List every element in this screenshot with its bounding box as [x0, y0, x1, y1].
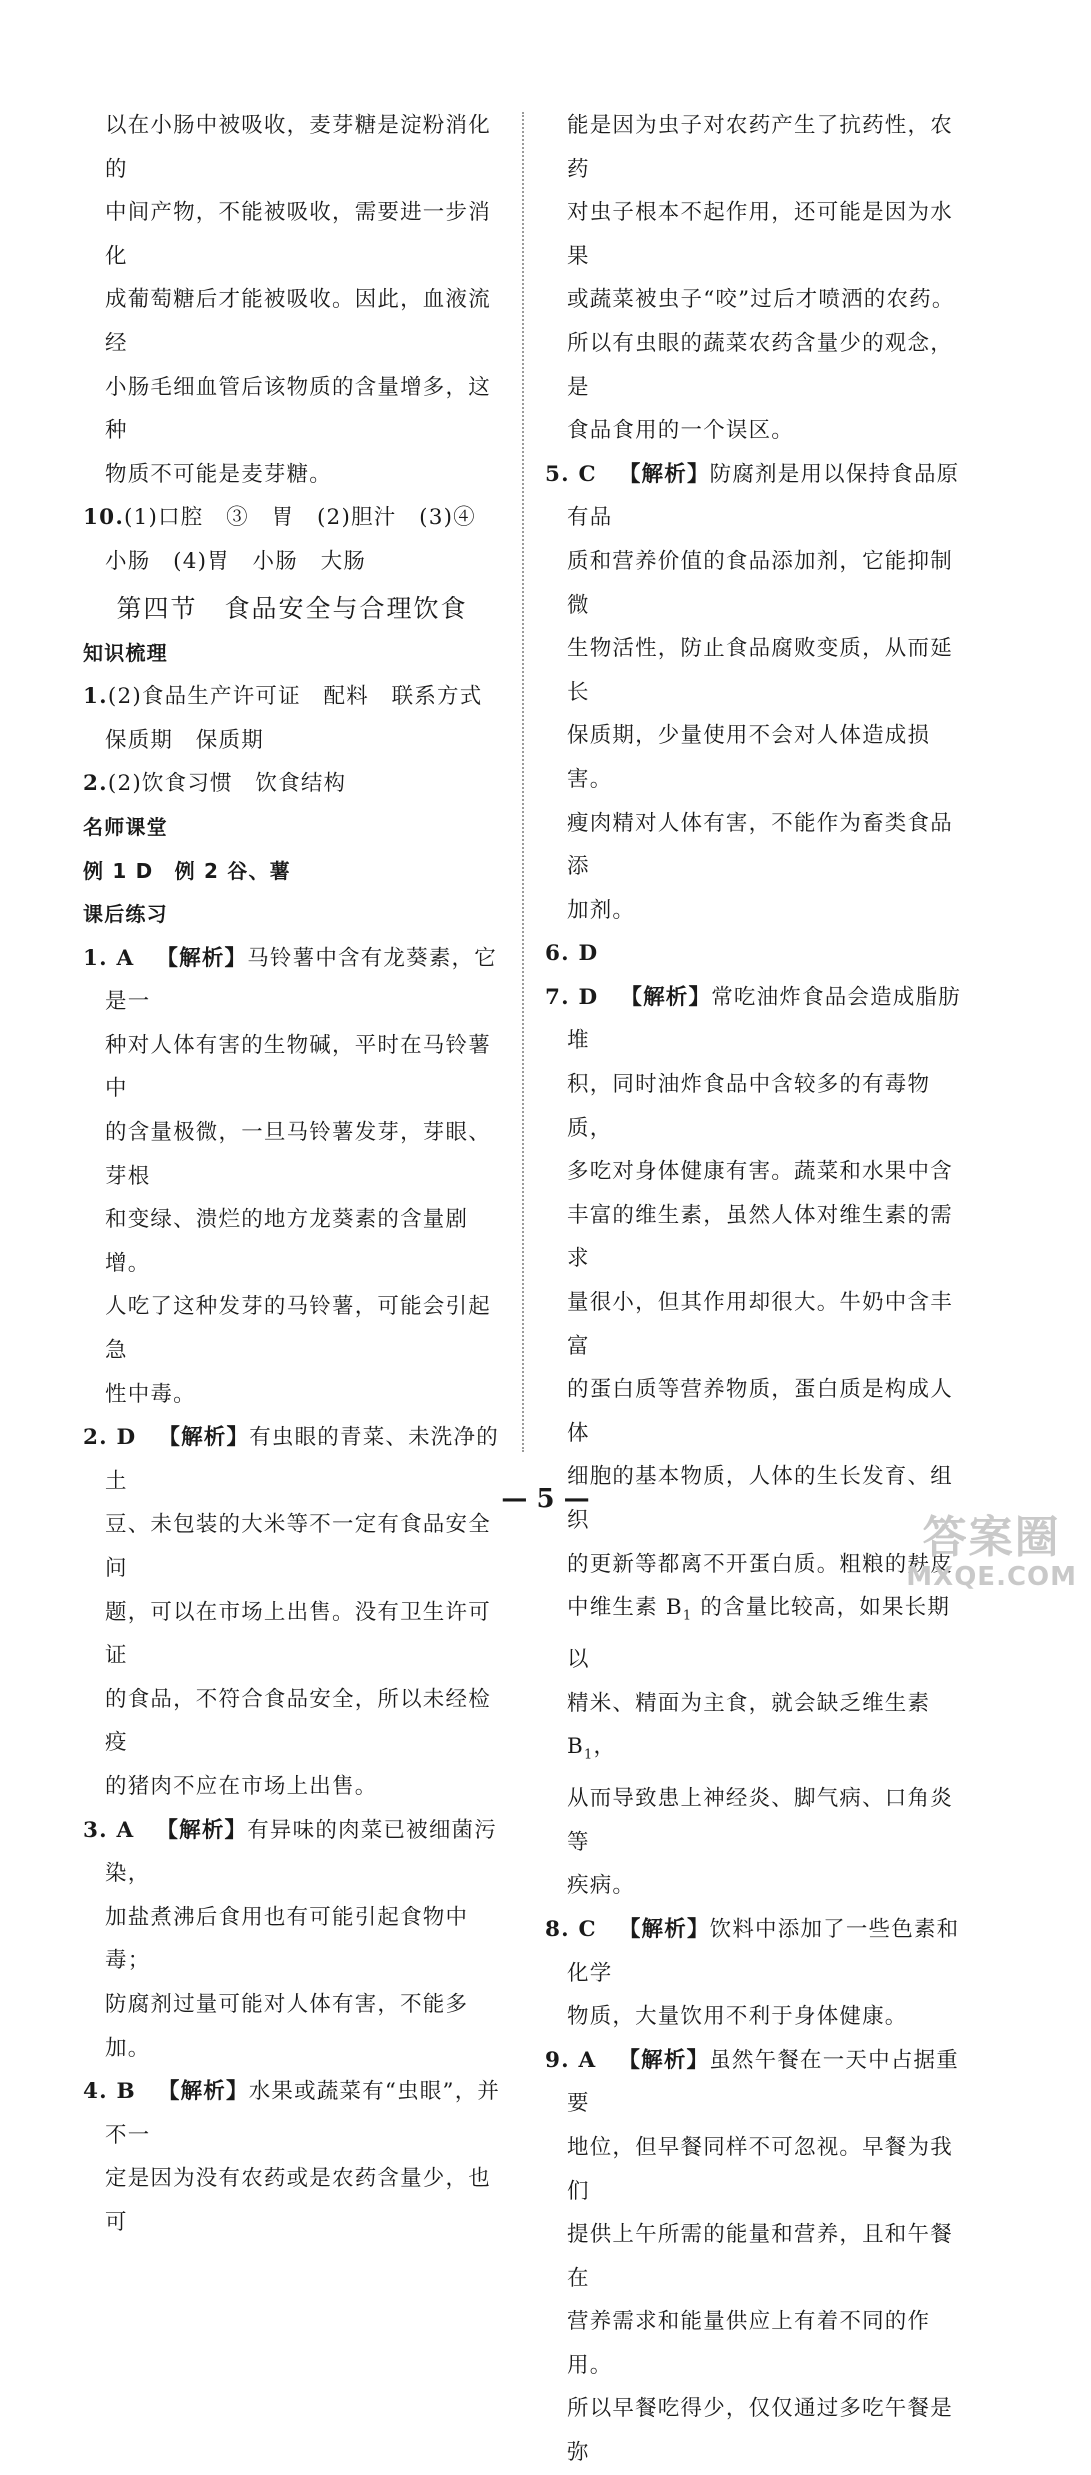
knowledge-1: 1.(2)食品生产许可证 配料 联系方式: [83, 684, 483, 710]
answer-number: 5. C: [545, 461, 597, 487]
text-line: 加剂。: [567, 897, 636, 923]
text-line: 营养需求和能量供应上有着不同的作用。: [567, 2309, 931, 2378]
practice-5: [545, 453, 963, 933]
practice-1: [83, 937, 501, 1417]
text-line: 豆、未包装的大米等不一定有食品安全问: [105, 1512, 491, 1581]
analysis-tag: 【解析】: [156, 1817, 248, 1843]
answer-number: 4. B: [83, 2079, 136, 2105]
left-column: [83, 104, 501, 2245]
text-line: 加盐煮沸后食用也有可能引起食物中毒；: [105, 1904, 469, 1974]
analysis-tag: 【解析】: [618, 1916, 710, 1942]
answer-10: 10.(1)口腔 ③ 胃 (2)胆汁 (3)④: [83, 505, 476, 531]
text-line: 或蔬菜被虫子“咬”过后才喷洒的农药。: [567, 287, 955, 313]
practice-2: [83, 1416, 501, 1808]
practice-7: 7. D 【解析】常吃油炸食品会造成脂肪堆 积，同时油炸食品中含较多的有毒物质， 多吃对身体健康有害。蔬菜和水果中含 丰富的维生素，虽然人体对维生素的需求 量很小，但其作用却很大。牛奶中含丰富 的蛋白质等营养物质，蛋白质是构成人体 细胞的基本物质，人体的生长发育、组织 的更新等都离不开蛋白质。粗粮的麸皮 中维生素 $B_1$ 的含量比较高，如果长期以 精米、精面为主食，就会缺乏维生素 $B_1$， 从而导致患上神经炎、脚气病、口角炎等 疾病。: [545, 976, 963, 1908]
text-line: 质和营养价值的食品添加剂，它能抑制微: [567, 548, 953, 618]
continued-answer-4: [545, 104, 963, 453]
text-line: 的食品，不符合食品安全，所以未经检疫: [105, 1686, 491, 1756]
analysis-tag: 【解析】: [158, 1425, 250, 1451]
answer-number: 3. A: [83, 1817, 135, 1843]
text-line: 性中毒。: [105, 1381, 196, 1407]
text-line: 小肠毛细血管后该物质的含量增多，这种: [105, 374, 491, 444]
text-line: 所以有虫眼的蔬菜农药含量少的观念，是: [567, 330, 953, 400]
text-line: 定是因为没有农药或是农药含量少，也可: [105, 2166, 491, 2235]
text-line: 对虫子根本不起作用，还可能是因为水果: [567, 200, 953, 269]
knowledge-2: 2.(2)饮食习惯 饮食结构: [83, 771, 347, 797]
practice-3: [83, 1809, 501, 2071]
watermark-logo: [906, 1514, 1077, 1592]
text-line: 以在小肠中被吸收，麦芽糖是淀粉消化的: [105, 113, 491, 182]
answer-number: 2. D: [83, 1425, 137, 1451]
text-line: 提供上午所需的能量和营养，且和午餐在: [567, 2222, 953, 2291]
text-line: 所以早餐吃得少，仅仅通过多吃午餐是弥: [567, 2396, 953, 2466]
practice-4: [83, 2070, 501, 2244]
text-line: 和变绿、溃烂的地方龙葵素的含量剧增。: [105, 1207, 469, 1276]
right-column: [545, 104, 963, 2475]
text-line: 物质不可能是麦芽糖。: [105, 461, 333, 487]
text-line: 能是因为虫子对农药产生了抗药性，农药: [567, 113, 953, 182]
text-line: 马铃薯中含有龙葵素，它是一: [105, 945, 497, 1015]
text-line: 生物活性，防止食品腐败变质，从而延长: [567, 636, 953, 705]
text-line: 成葡萄糖后才能被吸收。因此，血液流经: [105, 287, 491, 356]
analysis-tag: 【解析】: [618, 2047, 710, 2073]
text-line: 防腐剂是用以保持食品原有品: [567, 461, 960, 531]
text-line: 题，可以在市场上出售。没有卫生许可证: [105, 1599, 491, 1669]
heading-knowledge: 知识梳理: [83, 640, 168, 665]
vitamin-b1-line2: 精米、精面为主食，就会缺乏维生素 $B_1$，: [567, 1690, 931, 1763]
text-line: 地位，但早餐同样不可忽视。早餐为我们: [567, 2134, 953, 2204]
vitamin-b1-line1: 中维生素 $B_1$ 的含量比较高，如果长期以: [567, 1595, 951, 1673]
section-title: 第四节 食品安全与合理饮食: [116, 593, 468, 623]
text-line: 量很小，但其作用却很大。牛奶中含丰富: [567, 1290, 953, 1359]
answer-10-line2: 小肠 (4)胃 小肠 大肠: [105, 548, 367, 574]
answer-number: 9. A: [545, 2047, 597, 2073]
analysis-tag: 【解析】: [618, 461, 710, 487]
text-line: 种对人体有害的生物碱，平时在马铃薯中: [105, 1032, 491, 1102]
analysis-tag: 【解析】: [157, 2079, 249, 2105]
practice-6: 6. D: [545, 941, 599, 967]
text-line: 有异味的肉菜已被细菌污染，: [105, 1817, 497, 1887]
text-line: 食品食用的一个误区。: [567, 418, 795, 444]
text-line: 饮料中添加了一些色素和化学: [567, 1916, 960, 1986]
text-line: 疾病。: [567, 1873, 636, 1899]
watermark-url: MXQE.COM: [906, 1562, 1077, 1592]
text-line: 的含量极微，一旦马铃薯发芽，芽眼、芽根: [105, 1120, 491, 1189]
heading-practice: 课后练习: [83, 902, 168, 927]
text-line: 从而导致患上神经炎、脚气病、口角炎等: [567, 1786, 953, 1855]
text-line: 的更新等都离不开蛋白质。粗粮的麸皮: [567, 1551, 953, 1577]
practice-9: [545, 2039, 963, 2475]
column-divider: [522, 112, 524, 1452]
text-line: 防腐剂过量可能对人体有害，不能多加。: [105, 1991, 469, 2061]
page-number: — 5 —: [501, 1484, 590, 1514]
text-line: 保质期，少量使用不会对人体造成损害。: [567, 723, 931, 792]
continued-answer-q9: [83, 104, 501, 496]
examples-answers: 例 1 D 例 2 谷、薯: [83, 858, 291, 883]
analysis-tag: 【解析】: [156, 945, 248, 971]
text-line: 虽然午餐在一天中占据重要: [567, 2047, 959, 2117]
answer-number: 10.: [83, 505, 125, 531]
text-line: 细胞的基本物质，人体的生长发育、组织: [567, 1464, 953, 1533]
text-line: 丰富的维生素，虽然人体对维生素的需求: [567, 1202, 953, 1272]
text-line: 人吃了这种发芽的马铃薯，可能会引起急: [105, 1294, 491, 1364]
text-line: 多吃对身体健康有害。蔬菜和水果中含: [567, 1159, 953, 1185]
text-line: 的蛋白质等营养物质，蛋白质是构成人体: [567, 1377, 953, 1446]
practice-8: [545, 1908, 963, 2039]
text-line: 中间产物，不能被吸收，需要进一步消化: [105, 200, 491, 269]
heading-class: 名师课堂: [83, 814, 168, 839]
knowledge-1-line2: 保质期 保质期: [105, 727, 264, 753]
text-line: 有虫眼的青菜、未洗净的土: [105, 1425, 499, 1494]
text-line: 物质，大量饮用不利于身体健康。: [567, 2004, 908, 2030]
answer-number: 8. C: [545, 1916, 597, 1942]
text-line: 积，同时油炸食品中含较多的有毒物质，: [567, 1072, 931, 1141]
text-line: 瘦肉精对人体有害，不能作为畜类食品添: [567, 810, 953, 880]
text-line: 水果或蔬菜有“虫眼”，并不一: [105, 2079, 501, 2148]
watermark-text: 答案圈: [922, 1512, 1061, 1563]
answer-number: 1. A: [83, 945, 135, 971]
text-line: 的猪肉不应在市场上出售。: [105, 1773, 378, 1799]
